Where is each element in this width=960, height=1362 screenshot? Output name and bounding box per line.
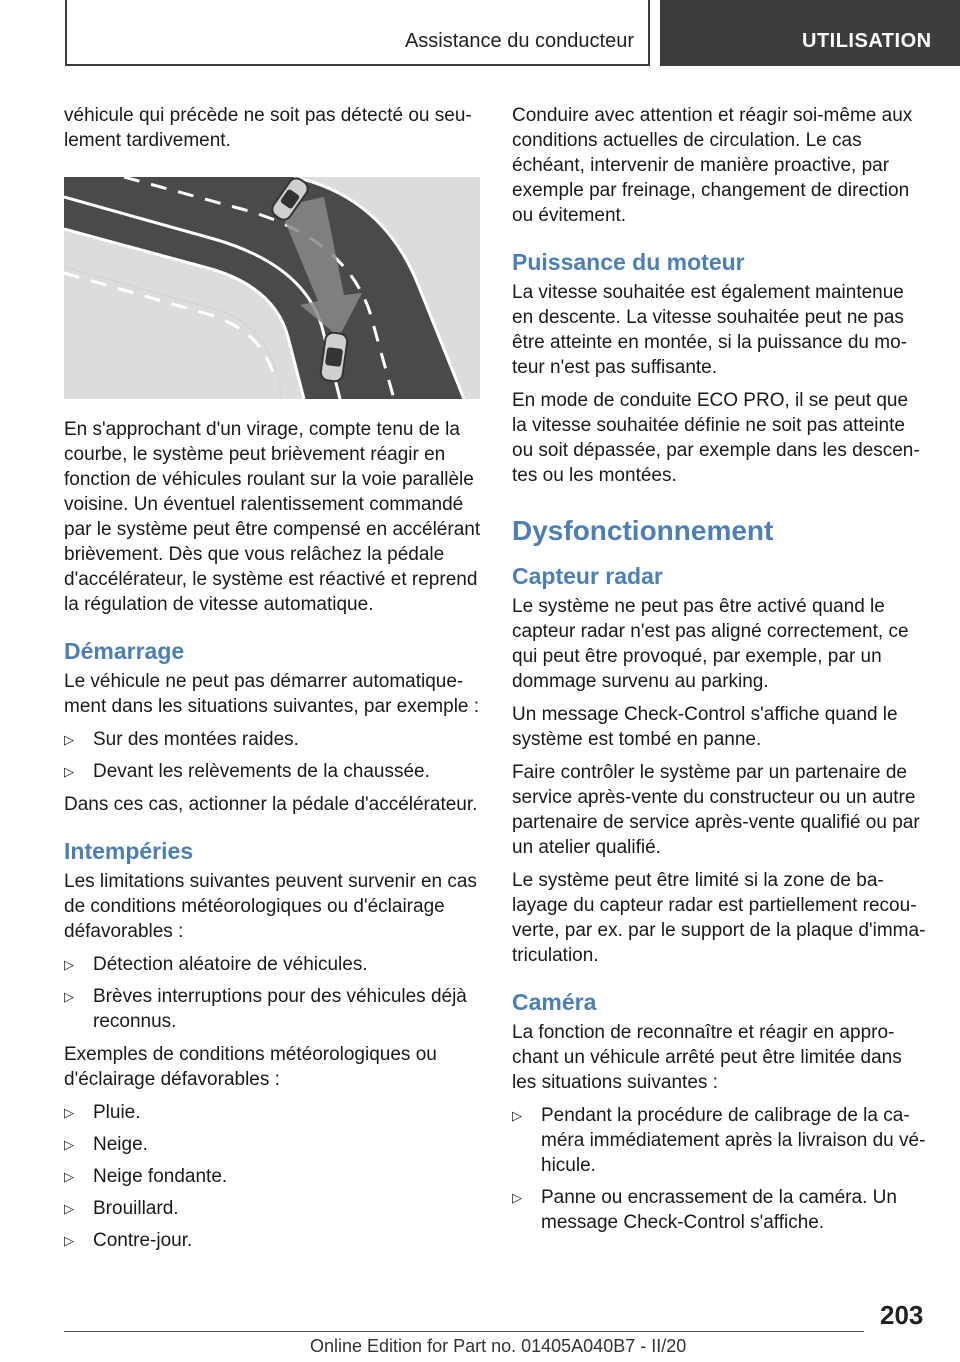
header-chapter-title: UTILISATION [802,30,932,52]
triangle-right-icon: ▷ [64,957,74,972]
list-item: ▷ Devant les relèvements de la chaussée. [64,761,430,782]
header-section-frame [65,0,650,66]
list-item: ▷ Brouillard. [64,1198,179,1219]
list-item: ▷ Brèves interruptions pour des véhicules déjà reconnus. [64,986,467,1032]
heading-camera: Caméra [512,989,597,1015]
footer-divider [64,1331,864,1332]
list-item: ▷ Neige fondante. [64,1166,228,1187]
triangle-right-icon: ▷ [64,764,74,779]
right-paragraph-8: La fonction de reconnaître et réagir en approchant un véhicule arrêté peut être limitée dans les situations suivantes : [512,1022,902,1093]
heading-capteur-radar: Capteur radar [512,563,663,589]
right-paragraph-3: En mode de conduite ECO PRO, il se peut que la vitesse souhaitée définie ne soit pas atteinte ou soit dépassée, par exemple dans les descentes ou les montées. [512,390,920,486]
left-paragraph-5: Les limitations suivantes peuvent survenir en cas de conditions météorologiques ou d'éclairage défavorables : [64,871,477,942]
triangle-right-icon: ▷ [512,1190,522,1205]
triangle-right-icon: ▷ [64,1201,74,1216]
list-demarrage [64,727,482,784]
list-weather [64,1100,482,1253]
left-paragraph-3: Le véhicule ne peut pas démarrer automatiquement dans les situations suivantes, par exemple : [64,671,480,717]
heading-puissance: Puissance du moteur [512,249,745,275]
left-paragraph-4: Dans ces cas, actionner la pédale d'accélérateur. [64,794,478,815]
triangle-right-icon: ▷ [64,1233,74,1248]
right-paragraph-6: Faire contrôler le système par un partenaire de service après-vente du constructeur ou un autre partenaire de service après-vente qualifié ou par un atelier qualifié. [512,762,920,858]
list-item: ▷ Pluie. [64,1102,141,1123]
heading-demarrage: Démarrage [64,638,185,664]
triangle-right-icon: ▷ [64,1137,74,1152]
triangle-right-icon: ▷ [64,989,74,1004]
list-limitations [64,952,482,1034]
heading-dysfonctionnement: Dysfonctionnement [512,515,774,546]
list-item: ▷ Détection aléatoire de véhicules. [64,954,368,975]
list-item: ▷ Pendant la procédure de calibrage de la caméra immédiatement après la livraison du véhicule. [512,1105,926,1176]
right-paragraph-1: Conduire avec attention et réagir soi-même aux conditions actuelles de circulation. Le cas échéant, intervenir de manière proactive, par exemple par freinage, changement de direction ou évitement. [512,105,913,226]
right-paragraph-4: Le système ne peut pas être activé quand le capteur radar n'est pas aligné correctement, ce qui peut être provoqué, par exemple, par un dommage survenu au parking. [512,596,909,692]
left-column [64,103,482,1261]
curve-road-diagram [64,177,480,399]
triangle-right-icon: ▷ [64,1105,74,1120]
right-column [512,103,926,1243]
heading-intemperies: Intempéries [64,838,194,864]
footer-edition: Online Edition for Part no. 01405A040B7 - II/20 [310,1336,687,1356]
triangle-right-icon: ▷ [512,1108,522,1123]
list-item: ▷ Neige. [64,1134,148,1155]
right-paragraph-5: Un message Check-Control s'affiche quand le système est tombé en panne. [512,704,898,750]
triangle-right-icon: ▷ [64,732,74,747]
right-paragraph-2: La vitesse souhaitée est également maintenue en descente. La vitesse souhaitée peut ne pas être atteinte en montée, si la puissance du moteur n'est pas suffisante. [512,282,908,378]
list-camera [512,1103,926,1235]
left-paragraph-6: Exemples de conditions météorologiques ou d'éclairage défavorables : [64,1044,437,1090]
left-paragraph-2: En s'approchant d'un virage, compte tenu de la courbe, le système peut brièvement réagir en fonction de véhicules roulant sur la voie parallèle voisine. Un éventuel ralentissement commandé par le système peut être compensé en accélérant brièvement. Dès que vous relâchez la pédale d'accélérateur, le système est réactivé et reprend la régulation de vitesse automatique. [64,419,481,615]
triangle-right-icon: ▷ [64,1169,74,1184]
header-section-title: Assistance du conducteur [404,30,634,52]
list-item: ▷ Panne ou encrassement de la caméra. Un message Check-Control s'affiche. [512,1187,897,1233]
page-number: 203 [880,1300,924,1330]
left-paragraph-1: véhicule qui précède ne soit pas détecté ou seulement tardivement. [64,105,472,151]
right-paragraph-7: Le système peut être limité si la zone de balayage du capteur radar est partiellement recouverte, par ex. par le support de la plaque d'immatriculation. [512,870,926,966]
list-item: ▷ Sur des montées raides. [64,729,299,750]
curve-illustration [64,177,480,399]
header-chapter-tab [660,0,960,66]
list-item: ▷ Contre-jour. [64,1230,193,1251]
